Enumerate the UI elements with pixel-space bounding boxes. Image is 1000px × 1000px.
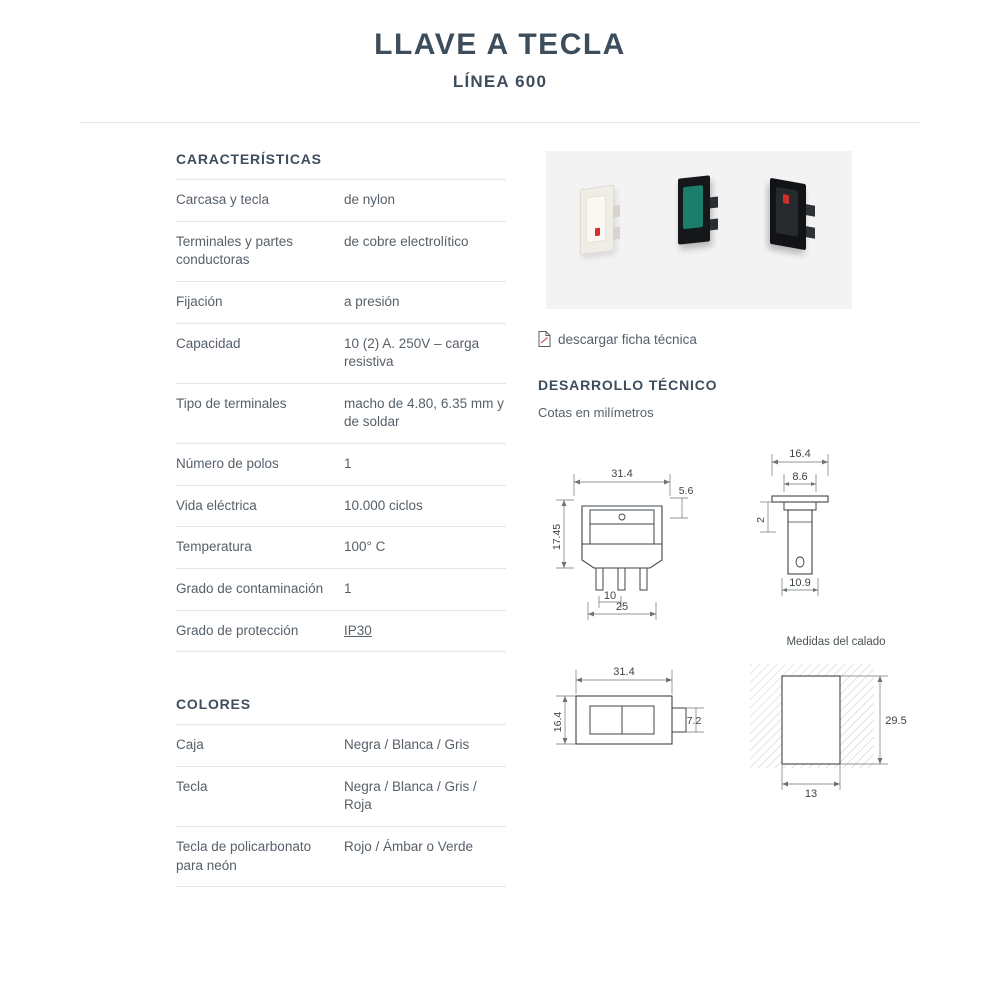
cotas-note: Cotas en milímetros — [538, 405, 654, 420]
dim-side-width: 16.4 — [789, 448, 811, 460]
color-key: Tecla de policarbonato para neón — [176, 827, 340, 887]
dim-front-width: 31.4 — [611, 468, 633, 480]
page-header — [0, 0, 1000, 123]
drawing-side-view — [736, 440, 886, 630]
spec-key: Carcasa y tecla — [176, 180, 340, 222]
table-row — [176, 766, 506, 826]
dim-calado-width: 13 — [804, 788, 818, 800]
drawing-front-view — [538, 440, 718, 630]
table-row — [176, 568, 506, 610]
color-value: Negra / Blanca / Gris / Roja — [340, 766, 506, 826]
drawing-top-view — [538, 636, 718, 806]
table-row — [176, 281, 506, 323]
spec-key: Número de polos — [176, 444, 340, 486]
dim-top-width: 31.4 — [613, 666, 635, 678]
calado-drawing-block — [736, 636, 936, 809]
dim-front-height: 17.45 — [551, 523, 563, 551]
drawing-calado — [736, 654, 936, 804]
spec-value: de nylon — [340, 180, 506, 222]
calado-label: Medidas del calado — [786, 636, 886, 648]
table-row — [176, 221, 506, 281]
caracteristicas-table — [176, 179, 506, 652]
download-label[interactable]: descargar ficha técnica — [558, 331, 697, 347]
spec-key: Temperatura — [176, 527, 340, 569]
caracteristicas-title: CARACTERÍSTICAS — [176, 151, 322, 167]
color-value: Negra / Blanca / Gris — [340, 725, 506, 767]
drawing-row-top — [538, 440, 936, 630]
spec-value: a presión — [340, 281, 506, 323]
dim-pin-spacing: 10 — [603, 590, 617, 602]
spec-key: Grado de contaminación — [176, 568, 340, 610]
table-row — [176, 827, 506, 887]
specs-column — [176, 151, 506, 887]
color-key: Tecla — [176, 766, 340, 826]
switch-green — [678, 177, 710, 243]
colores-block — [176, 696, 506, 887]
table-row — [176, 180, 506, 222]
table-row — [176, 485, 506, 527]
spec-key: Tipo de terminales — [176, 383, 340, 443]
color-value: Rojo / Ámbar o Verde — [340, 827, 506, 887]
table-row — [176, 610, 506, 652]
dim-side-lip: 5.6 — [678, 485, 694, 497]
table-row — [176, 383, 506, 443]
dim-calado-height: 29.5 — [885, 715, 907, 727]
spec-value: 1 — [340, 568, 506, 610]
spec-key: Capacidad — [176, 323, 340, 383]
spec-key: Vida eléctrica — [176, 485, 340, 527]
technical-drawings — [538, 440, 936, 809]
spec-value: 10 (2) A. 250V – carga resistiva — [340, 323, 506, 383]
colores-table — [176, 724, 506, 887]
ip-rating-link[interactable]: IP30 — [344, 622, 372, 638]
table-row — [176, 725, 506, 767]
spec-value: 1 — [340, 444, 506, 486]
spec-value: 10.000 ciclos — [340, 485, 506, 527]
product-photo — [538, 151, 860, 309]
spec-value: macho de 4.80, 6.35 mm y de soldar — [340, 383, 506, 443]
table-row — [176, 444, 506, 486]
spec-key: Grado de protección — [176, 610, 340, 652]
switch-black — [770, 181, 806, 247]
media-column — [506, 151, 936, 887]
desarrollo-tecnico-title: DESARROLLO TÉCNICO — [538, 377, 718, 393]
switch-white — [580, 187, 614, 253]
photo-edge-right — [852, 151, 860, 309]
dim-top-height: 16.4 — [552, 711, 564, 733]
spec-value: de cobre electrolítico — [340, 221, 506, 281]
spec-value-link[interactable] — [340, 610, 506, 652]
spec-value: 100° C — [340, 527, 506, 569]
spec-key: Fijación — [176, 281, 340, 323]
page-subtitle: LÍNEA 600 — [452, 72, 548, 91]
dim-side-bottom: 10.9 — [789, 577, 811, 589]
dim-base-width: 25 — [615, 601, 629, 613]
header-divider — [80, 122, 920, 123]
photo-edge-left — [538, 151, 546, 309]
dim-side-thickness: 2 — [755, 517, 767, 523]
dim-top-depth: 7.2 — [686, 715, 702, 727]
color-key: Caja — [176, 725, 340, 767]
download-datasheet-link[interactable] — [538, 331, 936, 347]
table-row — [176, 527, 506, 569]
colores-title: COLORES — [176, 696, 251, 713]
pdf-file-icon — [538, 331, 551, 347]
table-row — [176, 323, 506, 383]
content-columns — [0, 151, 1000, 887]
spec-key: Terminales y partes conductoras — [176, 221, 340, 281]
dim-side-inner: 8.6 — [792, 471, 808, 483]
page-title: LLAVE A TECLA — [374, 28, 626, 61]
drawing-row-bottom — [538, 636, 936, 809]
